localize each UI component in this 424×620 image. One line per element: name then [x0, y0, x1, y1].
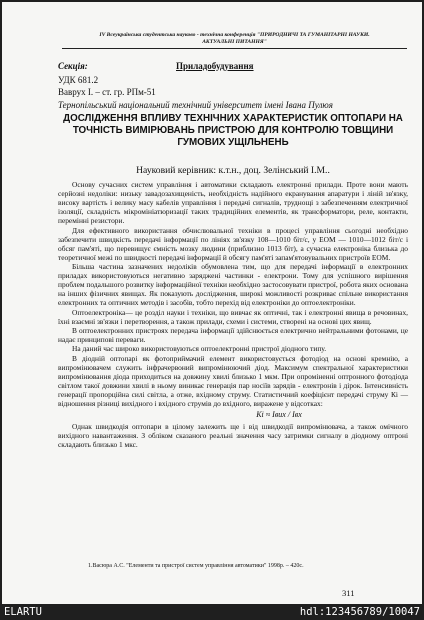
body-paragraph: В діодній оптопарі як фотоприймачий елемент використовується фотодіод на основі кремнію, а випромінювачем служить інфрачервоний випромінюючий діод. Максимум спектральної характеристики випромінювання діода приходиться на довжину хвилі близько 1 мкм. При опроміненні оптронного фотодіода світлом такої довжини хвилі в ньому виникає генерація пар носіїв зарядів - електронів і дірок. Інтенсивність генерації пропорційна силі світла, а отже, вхідному струму. Статистичний коефіцієнт передачі струму Кі — відношення різниці вихідного і вхідного струмів до вхідного, виражене у відсотках:	[58, 353, 408, 408]
section-value: Приладобудування	[176, 61, 254, 71]
page-number: 311	[342, 588, 355, 598]
udk-code: УДК 681.2	[58, 75, 99, 85]
header-line-1: IV Всеукраїнська студентська науково - технічна конференція "ПРИРОДНИЧІ ТА ГУМАНІТАРНІ НАУКИ.	[99, 32, 370, 38]
body-paragraph: Оптоелектроніка— це розділ науки і техніки, що вивчає як оптичні, так і електронні явища в речовинах, їхні взаємні зв'язки і перетворення, а також прилади, схеми і системи, створені на основі цих явищ.	[58, 307, 408, 326]
paper-title: ДОСЛІДЖЕННЯ ВПЛИВУ ТЕХНІЧНИХ ХАРАКТЕРИСТИК ОПТОПАРИ НА ТОЧНІСТЬ ВИМІРЮВАНЬ ПРИСТРОЮ ДЛЯ КОНТРОЛЮ ТОВЩИНИ ГУМОВИХ УЩІЛЬНЕНЬ	[63, 113, 403, 148]
handle-id: hdl:123456789/10047	[299, 606, 420, 618]
repository-name: ELARTU	[4, 606, 42, 618]
section-label: Секція:	[58, 61, 88, 71]
supervisor-line: Науковий керівник: к.т.н., доц. Зелінський І.М..	[136, 165, 330, 176]
paper-body	[58, 180, 408, 449]
formula: Кі ≈ Івих / Івх	[256, 409, 302, 419]
section-row	[58, 61, 408, 71]
header-line-2: АКТУАЛЬНІ ПИТАННЯ"	[202, 39, 267, 45]
author-line: Ваврух І. – ст. гр. РПм-51	[58, 87, 156, 97]
conference-header	[62, 32, 407, 49]
repository-footer-bar	[0, 604, 424, 620]
body-paragraph: Для ефективного використання обчислювальної техніки в процесі управління сьогодні необхідно забезпечити швидкість передачі інформації по лініях зв'язку 108—1010 біт/с, у ЕОМ — 1010—1012 біт/с і обсяг пам'яті, що перевищує ємність мозку людини (приблизно 1013 біт), а сучасна електроніка близька до теоретичної межі по швидкості передачі інформації й обсягу пам'яті запам'ятовувальних пристроїв ЕОМ.	[58, 225, 408, 262]
document-page	[2, 2, 422, 604]
affiliation-line: Тернопільський національний технічний університет імені Івана Пулюя	[58, 100, 333, 110]
body-paragraph: Більша частина зазначених недоліків обумовлена тим, що для передачі інформації в електронних приладах використовуються негативно заряджені частинки - електрони. Тому для успішного вирішення проблем подальшого розвитку інформаційної техніки необхідно застосовувати пристрої, робота яких основана на інших фізичних явищах. Як показують дослідження, широкі можливості розкриває спільне використання електронних та оптичних методів і засобів, тобто перехід від електроніки до оптоелектроніки.	[58, 262, 408, 308]
body-paragraph: Однак швидкодія оптопари в цілому залежить ще і від швидкодії випромінювача, а також омічного вихідного навантаження. З обліком сказаного реальні значення часу затримки сигналу в діодному оптроні складають близько 1 мкс.	[58, 422, 408, 450]
body-paragraph: В оптоелектронних пристроях передача інформації здійснюється електрично нейтральними фотонами, це надає принципові переваги.	[58, 325, 408, 344]
body-paragraph: На даний час широко використовуються оптоелектронні пристрої діодного типу.	[72, 344, 327, 354]
footnote-reference: 1.Васюра А.С. "Елементи та пристрої систем управління автоматики" 1998р. – 420с.	[88, 563, 304, 569]
body-paragraph: Основу сучасних систем управління і автоматики складають електронні прилади. Проте вони мають серйозні недоліки: низьку завадозахищеність, необхідність надійного екранування апаратури і ліній зв'язку, високу вартість і велику масу кабелів управління і передачі сигналів, труднощі з забезпеченням електричної ізоляції, складність мікромініатюризації таких традиційних елементів, як трансформатори, реле, контакти, перемінні резистори.	[58, 180, 408, 226]
